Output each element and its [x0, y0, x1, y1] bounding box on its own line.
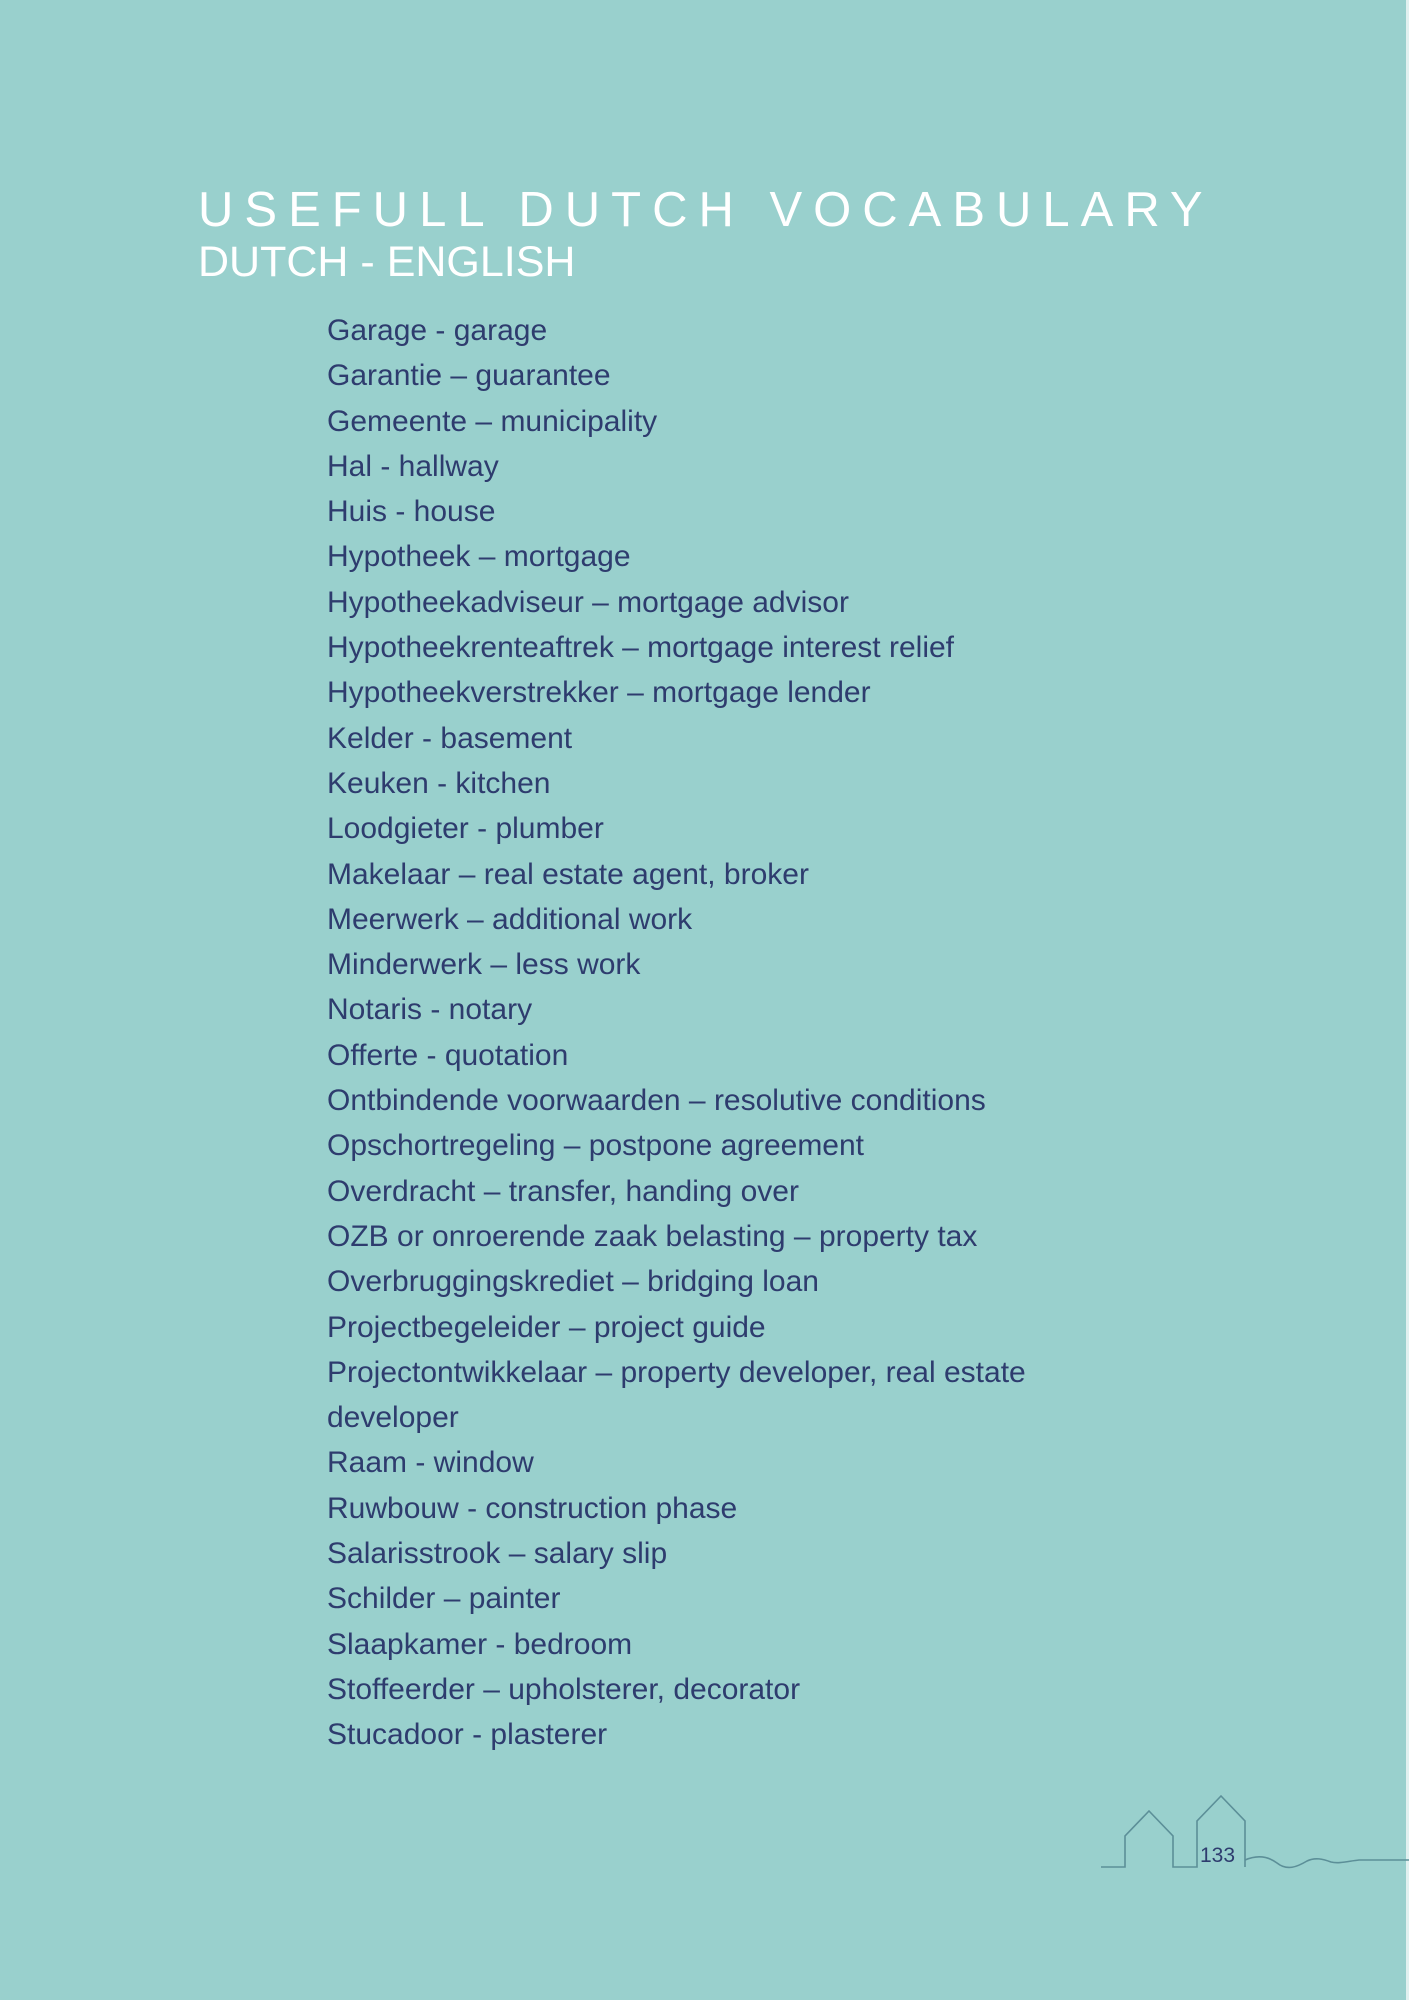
vocabulary-item: Garantie – guarantee — [327, 359, 611, 393]
vocabulary-item: Overdracht – transfer, handing over — [327, 1174, 799, 1208]
vocabulary-item: Hypotheek – mortgage — [327, 540, 631, 574]
vocabulary-item: Hypotheekverstrekker – mortgage lender — [327, 676, 871, 710]
page-number: 133 — [1200, 1844, 1236, 1867]
vocabulary-item: Hypotheekrenteaftrek – mortgage interest relief — [327, 631, 954, 665]
vocabulary-item: Gemeente – municipality — [327, 404, 658, 438]
vocabulary-item: Hal - hallway — [327, 449, 499, 483]
vocabulary-item: Keuken - kitchen — [327, 766, 551, 800]
page-subtitle: DUTCH - ENGLISH — [198, 238, 576, 286]
vocabulary-item: Schilder – painter — [327, 1582, 561, 1616]
vocabulary-item: Stoffeerder – upholsterer, decorator — [327, 1672, 801, 1706]
houses-line-icon — [1095, 1785, 1409, 1875]
vocabulary-item: Overbruggingskrediet – bridging loan — [327, 1265, 819, 1299]
vocabulary-item: Slaapkamer - bedroom — [327, 1627, 633, 1661]
vocabulary-item: Salarisstrook – salary slip — [327, 1537, 668, 1571]
vocabulary-item: Hypotheekadviseur – mortgage advisor — [327, 585, 849, 619]
page-title: USEFULL DUTCH VOCABULARY — [198, 183, 1214, 237]
vocabulary-list — [327, 308, 1107, 1758]
vocabulary-item: Minderwerk – less work — [327, 948, 641, 982]
vocabulary-item: Loodgieter - plumber — [327, 812, 604, 846]
vocabulary-item: OZB or onroerende zaak belasting – property tax — [327, 1219, 978, 1253]
vocabulary-item: Kelder - basement — [327, 721, 573, 755]
vocabulary-item: Offerte - quotation — [327, 1038, 569, 1072]
vocabulary-item: Projectontwikkelaar – property developer, real estate developer — [327, 1355, 1026, 1435]
vocabulary-item: Ontbindende voorwaarden – resolutive conditions — [327, 1084, 986, 1118]
vocabulary-item: Stucadoor - plasterer — [327, 1718, 608, 1752]
vocabulary-item: Opschortregeling – postpone agreement — [327, 1129, 865, 1163]
vocabulary-item: Projectbegeleider – project guide — [327, 1310, 766, 1344]
vocabulary-item: Makelaar – real estate agent, broker — [327, 857, 809, 891]
vocabulary-item: Huis - house — [327, 495, 496, 529]
vocabulary-item: Ruwbouw - construction phase — [327, 1491, 738, 1525]
vocabulary-item: Raam - window — [327, 1446, 534, 1480]
vocabulary-item: Garage - garage — [327, 314, 548, 347]
vocabulary-item: Notaris - notary — [327, 993, 533, 1027]
vocabulary-item: Meerwerk – additional work — [327, 902, 693, 936]
